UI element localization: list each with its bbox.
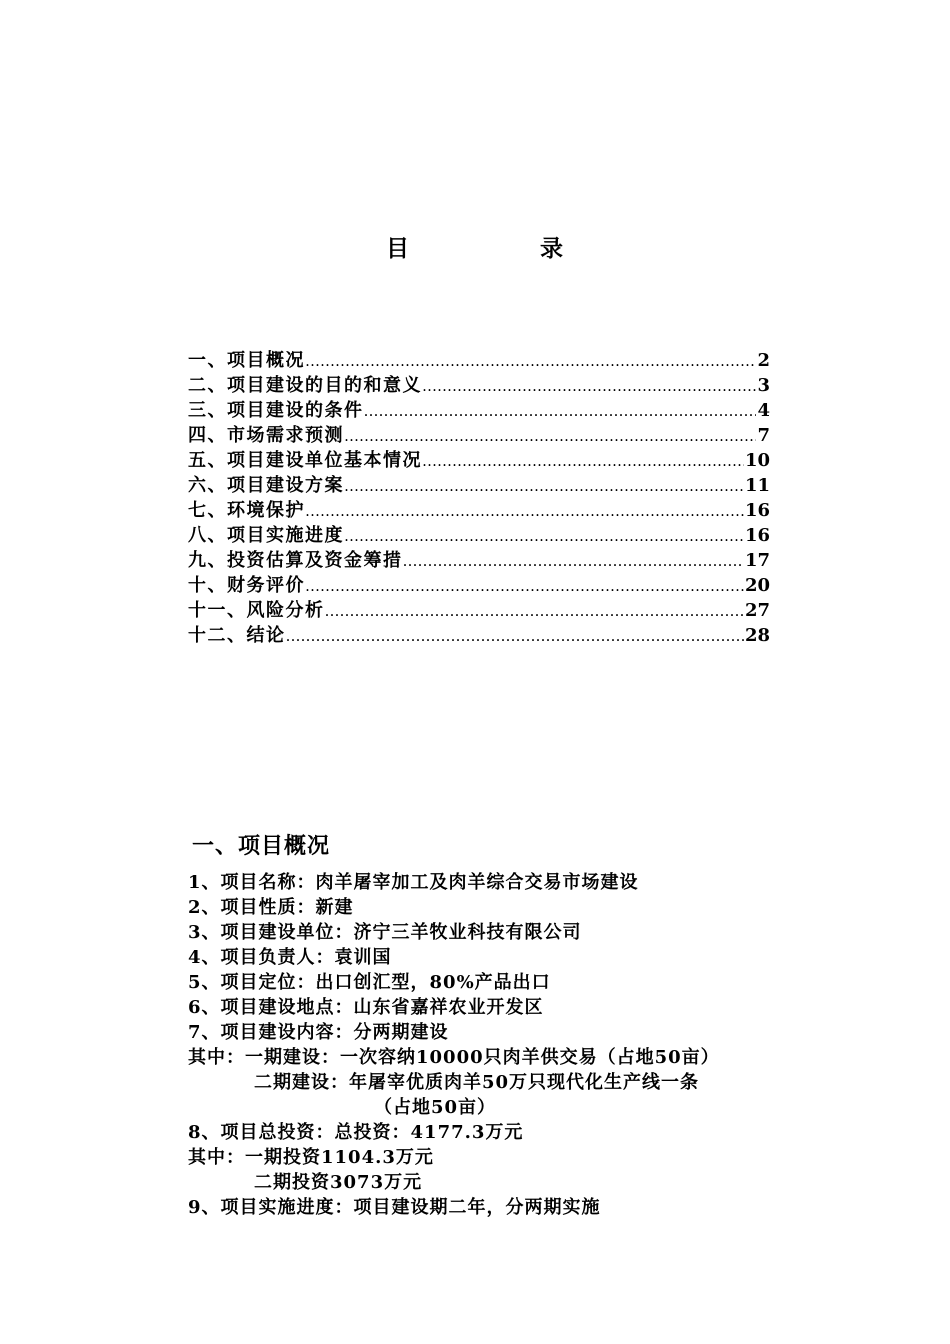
toc-leader-dots — [286, 624, 744, 649]
toc-item-label: 八、项目实施进度 — [188, 525, 344, 546]
toc-item-page: 28 — [744, 625, 770, 646]
toc-item-page: 3 — [757, 375, 770, 396]
toc-item-page: 7 — [757, 425, 770, 446]
toc-title — [0, 232, 950, 268]
toc-leader-dots — [403, 549, 744, 574]
toc-leader-dots — [364, 399, 757, 424]
toc-item-page: 4 — [757, 400, 770, 421]
overview-line: 二期建设：年屠宰优质肉羊50万只现代化生产线一条 — [254, 1072, 700, 1093]
toc-leader-dots — [344, 524, 744, 549]
toc-leader-dots — [305, 499, 744, 524]
toc-item[interactable] — [188, 623, 770, 648]
toc-item-label: 十一、风险分析 — [188, 600, 325, 621]
toc-item[interactable] — [188, 598, 770, 623]
toc-item-label: 四、市场需求预测 — [188, 425, 344, 446]
toc-item-label: 七、环境保护 — [188, 500, 305, 521]
overview-line: 8、项目总投资：总投资：4177.3万元 — [188, 1122, 524, 1143]
toc-item[interactable] — [188, 548, 770, 573]
overview-line: 5、项目定位：出口创汇型，80%产品出口 — [188, 972, 551, 993]
toc-item-page: 10 — [744, 450, 770, 471]
section-heading: 一、项目概况 — [192, 834, 331, 859]
overview-line: 7、项目建设内容：分两期建设 — [188, 1022, 449, 1043]
project-overview — [188, 870, 828, 1220]
toc-item-label: 二、项目建设的目的和意义 — [188, 375, 422, 396]
toc-item[interactable] — [188, 473, 770, 498]
overview-line: 2、项目性质：新建 — [188, 897, 354, 918]
toc-leader-dots — [422, 449, 744, 474]
toc-item-page: 16 — [744, 500, 770, 521]
toc-leader-dots — [422, 374, 756, 399]
toc-leader-dots — [325, 599, 744, 624]
toc-item-label: 一、项目概况 — [188, 350, 305, 371]
table-of-contents — [188, 348, 770, 648]
toc-item-label: 六、项目建设方案 — [188, 475, 344, 496]
toc-leader-dots — [305, 349, 756, 374]
toc-item-page: 17 — [744, 550, 770, 571]
overview-line: 其中：一期投资1104.3万元 — [188, 1147, 434, 1168]
toc-item[interactable] — [188, 423, 770, 448]
overview-line: 6、项目建设地点：山东省嘉祥农业开发区 — [188, 997, 544, 1018]
toc-leader-dots — [305, 574, 744, 599]
toc-title-part2: 录 — [540, 236, 563, 262]
overview-line: 3、项目建设单位：济宁三羊牧业科技有限公司 — [188, 922, 582, 943]
toc-item-label: 九、投资估算及资金筹措 — [188, 550, 403, 571]
toc-item-page: 27 — [744, 600, 770, 621]
toc-item[interactable] — [188, 448, 770, 473]
toc-item-page: 2 — [757, 350, 770, 371]
toc-leader-dots — [344, 474, 744, 499]
toc-item[interactable] — [188, 498, 770, 523]
overview-line: 二期投资3073万元 — [254, 1172, 423, 1193]
toc-title-part1: 目 — [386, 236, 409, 262]
toc-item[interactable] — [188, 373, 770, 398]
toc-item-label: 五、项目建设单位基本情况 — [188, 450, 422, 471]
overview-line: 其中：一期建设：一次容纳10000只肉羊供交易（占地50亩） — [188, 1047, 720, 1068]
toc-item-label: 十、财务评价 — [188, 575, 305, 596]
toc-item-page: 11 — [744, 475, 770, 496]
toc-item[interactable] — [188, 398, 770, 423]
overview-line: 1、项目名称：肉羊屠宰加工及肉羊综合交易市场建设 — [188, 872, 639, 893]
toc-item-page: 16 — [744, 525, 770, 546]
toc-item[interactable] — [188, 523, 770, 548]
toc-item-label: 十二、结论 — [188, 625, 286, 646]
toc-item[interactable] — [188, 348, 770, 373]
toc-item[interactable] — [188, 573, 770, 598]
overview-line: 4、项目负责人：袁训国 — [188, 947, 392, 968]
overview-line: 9、项目实施进度：项目建设期二年，分两期实施 — [188, 1197, 601, 1218]
overview-line: （占地50亩） — [374, 1097, 497, 1118]
toc-item-label: 三、项目建设的条件 — [188, 400, 364, 421]
toc-leader-dots — [344, 424, 756, 449]
toc-item-page: 20 — [744, 575, 770, 596]
